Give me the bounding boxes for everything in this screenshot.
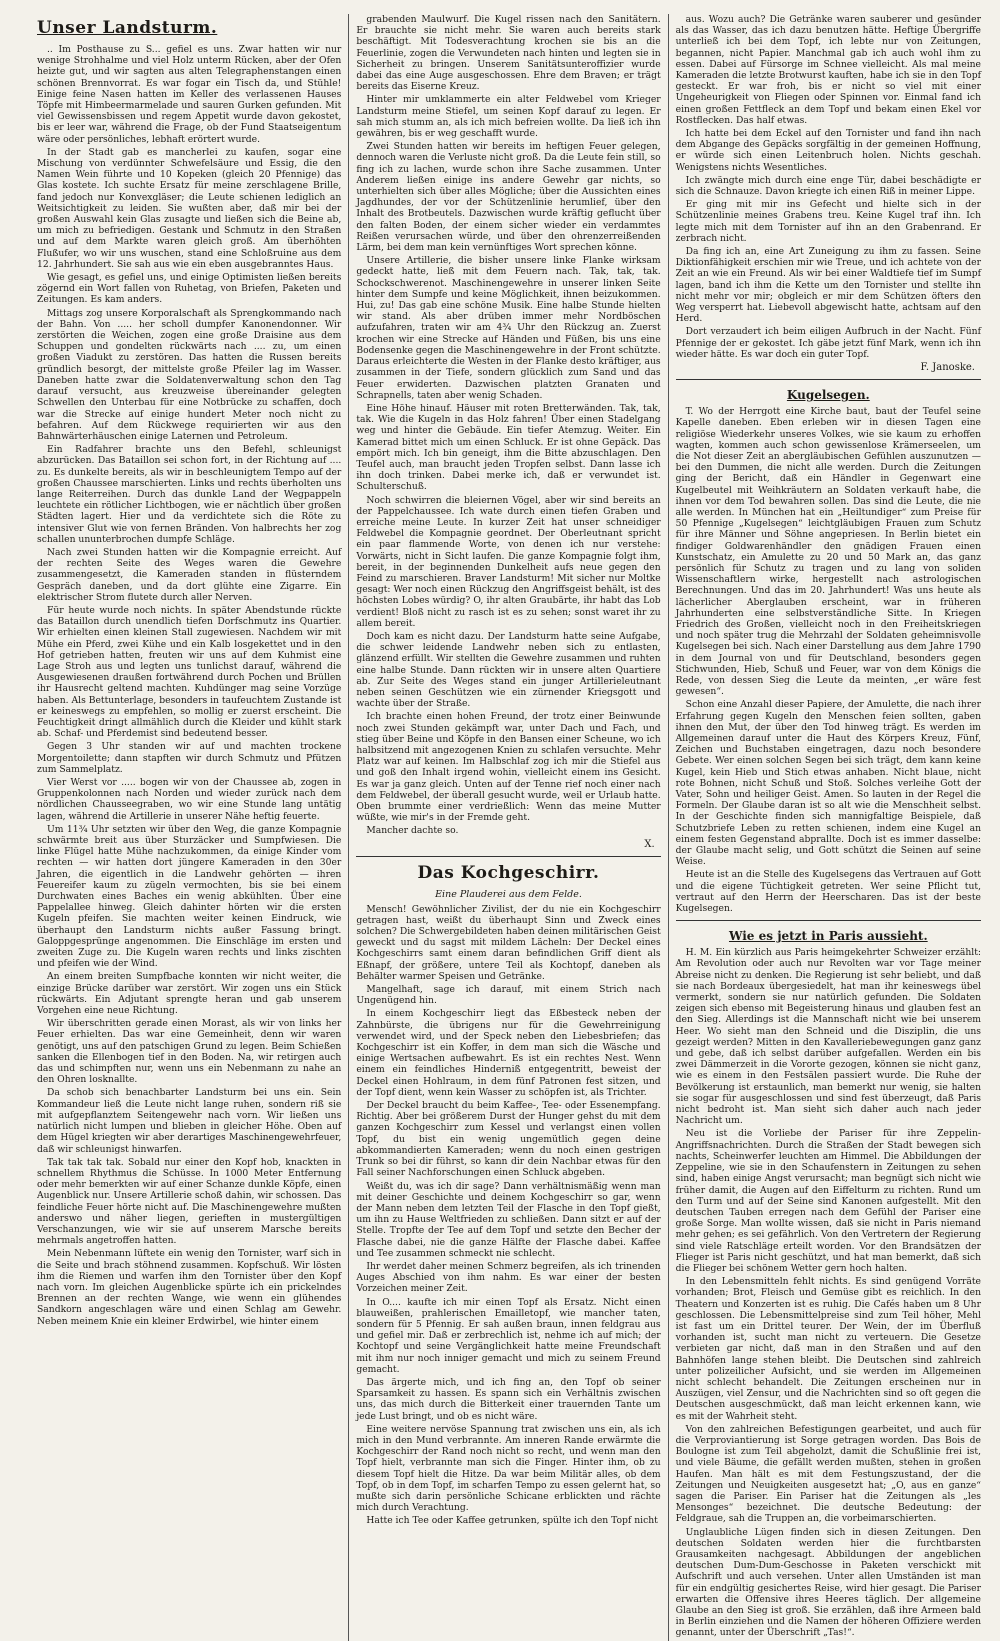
paragraph: Um 11¾ Uhr setzten wir über den Weg, die ganze Kompagnie schwärmte breit aus über Sturzäcker und Sumpfwiesen. Die linke Flügel hatte Mühe nachzukommen, da einige Kinder vom rechten — wir hatten dort jüngere Kameraden in den 30er Jahren, die eigentlich in die Landwehr gehörten — ihren Feuereifer kaum zu zügeln vermochten, bis sie bei einem Durchwaten eines Baches ein wenig abkühlten. Über eine Pappelallee hinweg. Gleich dahinter hörten wir die ersten Kugeln pfeifen. Sie machten weiter keinen Eindruck, wie überhaupt den Landsturm nichts außer Fassung bringt. Galoppgesprünge angenommen. Die Einschläge im ersten und zweiten Zuge zu. Die Kugeln waren rechts und links zischten und pfeifen wie der Wind. bbox=[37, 823, 342, 970]
paragraph: Mancher dachte so. bbox=[366, 825, 459, 837]
paragraph: Unglaubliche Lügen finden sich in diesen Zeitungen. Den deutschen Soldaten werden hier die furchtbarsten Grausamkeiten nachgesagt. Abbildungen der angeblichen deutschen Dum-Dum-Geschosse in Paketen verschickt mit Aufschrift und auch versehen. Unter allen Umständen ist man für ein endgültig gesichertes Reise, wird hier gesagt. Die Pariser erwarten die Offensive ihres Heeres täglich. Der allgemeine Glaube an den Sieg ist groß. Sie erzählen, daß ihre Armeen bald in Berlin einziehen und die Namen der höheren Offiziere werden genannt, unter der Überschrift „Tas!“. bbox=[675, 1526, 981, 1639]
column-2 bbox=[349, 14, 668, 1641]
paragraph: aus. Wozu auch? Die Getränke waren sauberer und gesünder als das Wasser, das ich dazu benutzen hätte. Heftige Übergriffe unterließ ich bei dem Topf, ich lebte nur von Zeitungen, begannen, nicht Papier. Manchmal gab ich auch wohl ihm zu essen. Dabei auf Fürsorge im Schnee vielleicht. Als mal meine Kameraden die letzte Brotwurst kauften, habe ich sie in den Topf gesteckt. Er war froh, bis er nicht so viel mit einer Ungeheurigkeit von Fliegen oder Spinnen vor. Einmal fand ich einen großen Fettfleck an dem Topf und bekam einen Ekel vor Rostflecken. Das half etwas. bbox=[675, 14, 981, 126]
paragraph: grabenden Maulwurf. Die Kugel rissen nach den Sanitätern. Er brauchte sie nicht mehr. Sie waren auch bereits stark beschäftigt. Mit Todesverachtung krochen sie bis an die Feuerlinie, zogen die Verwundeten nach hinten und legten sie in Sicherheit zu bringen. Unserem Sanitätsunteroffizier wurde dabei das eine Auge ausgeschossen. Ehre dem Braven; er trägt bereits das Eiserne Kreuz. bbox=[356, 14, 661, 93]
article-divider bbox=[356, 856, 660, 857]
article-body-unser-landsturm-continued bbox=[356, 14, 660, 837]
paragraph: Schon eine Anzahl dieser Papiere, der Amulette, die nach ihrer Erfahrung gegen Kugeln den Menschen feien sollten, gaben ihnen den Mut, der über den Tod hinweg trägt. Es werden im Allgemeinen darauf unter die Haut des Körpers Kreuz, Fünf, Zeichen und Buchstaben eingetragen, dazu noch besondere Gebete. Wer einen solchen Segen bei sich trägt, dem kann keine Kugel, kein Hieb und Stich etwas anhaben. Nicht blaue, nicht rote Bohnen, nicht Schuß und Stoß. Solches verleihe Gott der Vater, Sohn und heiliger Geist. Amen. So lauten in der Regel die Formeln. Der Glaube daran ist so alt wie die Menschheit selbst. In der Geschichte finden sich mannigfaltige Beispiele, daß Schutzbriefe Leben zu retten schienen, indem eine Kugel an einem festen Gegenstand abprallte. Doch ist es immer dasselbe: der Glaube macht selig, und Gott schützt die Seinen auf seine Weise. bbox=[675, 699, 981, 868]
paragraph: Da fing ich an, eine Art Zuneigung zu ihm zu fassen. Seine Diktionfähigkeit erschien mir wie Treue, und ich achtete von der Zeit an wie ein Freund. Als wir bei einer Waldtiefe tief im Sumpf lagen, band ich ihm die Kette um den Tornister und stellte ihn nicht mehr vor mir; obgleich er mir dem Schützen öfters den Weg versperrt hat. Liebevoll abgewischt hatte, achtsam auf den Herd. bbox=[675, 246, 981, 325]
article-divider bbox=[676, 920, 981, 921]
paragraph: Ich zwängte mich durch eine enge Tür, dabei beschädigte er sich die Schnauze. Davon kriegte ich einen Riß in meiner Lippe. bbox=[675, 174, 981, 198]
paragraph: Neu ist die Vorliebe der Pariser für ihre Zeppelin-Angriffsnachrichten. Durch die Straßen der Stadt bewegen sich nachts, Scheinwerfer leuchten am Himmel. Die Abbildungen der Zeppeline, wie sie in den Schaufenstern in Zeitungen zu sehen sind, haben einige Angst verursacht; man begnügt sich nicht wie früher damit, die Augen auf den Eiffelturm zu richten. Rund um den Turm und auf der Seine sind Kanonen aufgestellt. Mit den deutschen Tauben erregen nach dem Gefühl der Pariser eine große Sorge. Man wollte wissen, daß sie nicht in Paris niemand mehr gehen; es sei gefährlich. Von den Vertretern der Regierung sind viele Ratschläge erteilt worden. Vor den Brandsätzen der Flieger ist Paris nicht geschützt, und hat man bemerkt, daß sich die Flieger bei schönem Wetter gern hoch halten. bbox=[675, 1128, 981, 1274]
paragraph: Weißt du, was ich dir sage? Dann verhältnismäßig wenn man mit deiner Geschichte und deinem Kochgeschirr so gar, wenn der Mann neben dem letzten Teil der Flasche in den Topf gießt, um ihn zu Hause Weltfrieden zu schließen. Dann sitzt er auf der Stelle. Tropfte der Tee auf dem Topf und setzte den Becher der Flasche dabei, nie die ganze Hälfte der Flasche dabei. Kaffee und Tee zusammen schmeckt nie schlecht. bbox=[356, 1180, 661, 1259]
article-title-kugelsegen: Kugelsegen. bbox=[786, 388, 870, 403]
paragraph: Dort verzaudert ich beim eiligen Aufbruch in der Nacht. Fünf Pfennige der er gekostet. Ich gäbe jetzt fünf Mark, wenn ich ihn wieder hätte. Es war doch ein guter Topf. bbox=[675, 326, 981, 360]
article-signature: X. bbox=[644, 838, 655, 850]
paragraph: Eine Höhe hinauf. Häuser mit roten Bretterwänden. Tak, tak, tak. Wie die Kugeln in das Holz fahren! Über einen Stadelgang weg und hinter die Gebäude. Ein tiefer Atemzug. Weiter. Ein Kamerad bittet mich um einen Schluck. Er ist ohne Gepäck. Das empört mich. Ich bin geneigt, ihm die Bitte abzuschlagen. Den Teufel auch, man braucht jeden Tropfen selbst. Dann lasse ich ihn doch trinken. Dabei merke ich, daß er verwundet ist. Schulterschuß. bbox=[356, 402, 661, 493]
article-subtitle: Eine Plauderei aus dem Felde. bbox=[435, 888, 582, 900]
paragraph: Für heute wurde noch nichts. In später Abendstunde rückte das Bataillon durch unendlich tiefen Dorfschmutz ins Quartier. Wir erhielten einen kleinen Stall zugewiesen. Nachdem wir mit Mühe ein Pferd, zwei Kühe und ein Kalb losgekettet und in den Hof getrieben hatten, freuten wir uns auf dem Kuhmist eine Lage Stroh aus und legten uns tunlichst darauf, während die Ausgewiesenen draußen fortwährend durch Pochen und Brüllen ihr Hausrecht geltend machten. Kuhdünger mag seine Vorzüge haben. Als Bettunterlage, besonders in taufeuchtem Zustande ist er keineswegs zu empfehlen, so mollig er zuerst erscheint. Die Feuchtigkeit dringt allmählich durch die Kleider und kühlt stark ab. Schaf- und Pferdemist sind bedeutend besser. bbox=[37, 604, 342, 740]
article-body-das-kochgeschirr bbox=[356, 904, 660, 1527]
column-3 bbox=[669, 14, 988, 1641]
paragraph: Da schob sich benachbarter Landsturm bei uns ein. Sein Kommandeur ließ die Leute nicht lange ruhen, sondern riß sie mit aufgepflanztem Seitengewehr nach vorn. Wir ließen uns natürlich nicht lumpen und blieben in gleicher Höhe. Oben auf dem Hügel kriegten wir aber derartiges Maschinengewehrfeuer, daß wir schleunigst hinwarfen. bbox=[37, 1087, 342, 1155]
article-title-unser-landsturm: Unser Landsturm. bbox=[37, 18, 218, 38]
paragraph: Gegen 3 Uhr standen wir auf und machten trockene Morgentoilette; dann stapften wir durch Schmutz und Pfützen zum Sammelplatz. bbox=[37, 741, 342, 775]
paragraph: Von den zahlreichen Befestigungen gearbeitet, und auch für die Verproviantierung ist Sorge getragen worden. Das Bois de Boulogne ist zum Teil abgeholzt, damit die Schußlinie frei ist, und viele Bäume, die gefällt werden mußten, stehen in großen Haufen. Man hält es mit dem Festungszustand, der die Zeitungen und Neuigkeiten ausgesetzt hat; „O, aus en ganze“ sagen die Pariser. Ein Pariser hat die Zeitungen als „les Mensonges“ bezeichnet. Die deutsche Bedeutung: der Feldgraue, sah die Truppen an, die vorbeimarschierten. bbox=[675, 1423, 981, 1525]
paragraph: Nach zwei Stunden hatten wir die Kompagnie erreicht. Auf der rechten Seite des Weges waren die Gewehre zusammengesetzt, die Kameraden standen in flüsterndem Gespräch daneben, und da dort glühte eine Zigarre. Ein elektrischer Strom flutete durch aller Nerven. bbox=[37, 546, 342, 603]
paragraph: In O.... kaufte ich mir einen Topf als Ersatz. Nicht einen blauweißen, prahlerischen Emailletopf, wie mancher taten, sondern für 5 Pfennig. Er sah außen braun, innen feldgrau aus und gefiel mir. Daß er zerbrechlich ist, nehme ich auf mich; der Kochtopf und seine Vergänglichkeit hatte meine Freundschaft mit ihm nur noch inniger gemacht und mich zu seinem Freund gemacht. bbox=[356, 1296, 661, 1375]
paragraph: In den Lebensmitteln fehlt nichts. Es sind genügend Vorräte vorhanden; Brot, Fleisch und Gemüse gibt es reichlich. In den Theatern und Konzerten ist es ruhig. Die Cafés haben um 8 Uhr geschlossen. Die Lebensmittelpreise sind zum Teil höher, Mehl ist fast um ein Drittel teurer. Der Wein, der im Überfluß vorhanden ist, sucht man nicht zu verteuern. Die Gesetze verbieten gar nicht, daß man in den Straßen und auf den Bahnhöfen lange stehen bleibt. Die Deutschen sind zahlreich unter polizeilicher Aufsicht, und sie werden im Allgemeinen nicht schlecht behandelt. Die Zeitungen erscheinen nur in Auszügen, viel Zensur, und die Nachrichten sind so oft gegen die Deutschen ausgeschmückt, daß man leicht erkennen kann, wie es mit der Wahrheit steht. bbox=[675, 1276, 981, 1422]
article-signature: F. Janoske. bbox=[920, 362, 975, 374]
paragraph: Eine weitere nervöse Spannung trat zwischen uns ein, als ich mich in den Mund verbrannte. Am inneren Rande erwärmte die Kochgeschirr der Rand noch nicht so recht, und wenn man den Topf hielt, verbrannte man sich die Finger. Hinter ihm, ob zu diesem Topf hielt die Hitze. Da war beim Militär alles, ob dem Topf, ob in dem Topf, im scharfen Tempo zu essen gelernt hat, so mußte sich darin persönliche Schicane erblickten und rächte mich durch Verachtung. bbox=[356, 1423, 661, 1514]
column-grid bbox=[30, 14, 988, 1639]
paragraph: Vier Werst vor ..... bogen wir von der Chaussee ab, zogen in Gruppenkolonnen nach Norden und wieder zurück nach dem nördlichen Chausseegraben, wo wir eine Stunde lang untätig lagen, während die Artillerie in unserer Nähe heftig feuerte. bbox=[37, 777, 342, 822]
article-body-kugelsegen bbox=[676, 406, 981, 914]
paragraph: Wir überschritten gerade einen Morast, als wir von links her Feuer erhielten. Das war eine Gemeinheit, denn wir waren genötigt, uns auf den patschigen Grund zu legen. Beim Schießen sanken die Ellenbogen tief in den Boden. Na, wir retirgen auch das und schimpften nur, wenn uns ein Nebenmann zu nahe an den Ohren losknallte. bbox=[37, 1018, 342, 1086]
paragraph: Ihr werdet daher meinen Schmerz begreifen, als ich trinenden Auges Abschied von ihm nahm. Es war einer der besten Vorzeichen meiner Zeit. bbox=[356, 1260, 661, 1295]
article-title-das-kochgeschirr: Das Kochgeschirr. bbox=[417, 862, 600, 883]
paragraph: In der Stadt gab es mancherlei zu kaufen, sogar eine Mischung von verdünnter Schwefelsäure und Essig, die den Namen Wein führte und 10 Kopeken (gleich 20 Pfennige) das Glas kostete. Ich suchte Ersatz für meine zerschlagene Brille, fand jedoch nur Konvexgläser; die Leute schienen lediglich an Weitsichtigkeit zu leiden. Sie wußten aber, daß mir bei der großen Auswahl kein Glas zusagte und ließen sich die Beine ab, um mich zu befriedigen. Gestank und Schmutz in den Straßen und auf dem Markte waren gleich groß. Am überhöhten Flußufer, wo wir uns wuschen, stand eine Schloßruine aus dem 12. Jahrhundert. Sie sah aus wie ein eben ausgebranntes Haus. bbox=[37, 146, 342, 270]
paragraph: Ein Radfahrer brachte uns den Befehl, schleunigst abzurücken. Das Bataillon sei schon fort, in der Richtung auf .... zu. Es dunkelte bereits, als wir in beschleunigtem Tempo auf der großen Chaussee marschierten. Links und rechts überholten uns lange Reiterreihen. Durch das dunkle Land der Wegpappeln leuchtete ein rötlicher Lichtbogen, wie er nächtlich über großen Städten lagert. Hier und da verdichtete sich die Röte zu intensiver Glut wie von fernen Bränden. Von halbrechts her zog schallen ununterbrochen dumpfe Schläge. bbox=[37, 444, 342, 545]
paragraph: Hinter mir umklammerte ein alter Feldwebel vom Krieger Landsturm meine Stiefel, um seinen Kopf darauf zu legen. Er sah mich stumm an, als ich mich befreien wollte. Da ließ ich ihn gewähren, bis er weg geschafft wurde. bbox=[356, 94, 661, 140]
article-divider bbox=[676, 379, 981, 380]
paragraph: Tak tak tak tak. Sobald nur einer den Kopf hob, knackten in schnellem Rhythmus die Schüsse. In 1000 Meter Entfernung oder mehr bemerkten wir auf einer Schanze dunkle Köpfe, einen Augenblick nur. Unsere Artillerie schoß dahin, wir schossen. Das feindliche Feuer hörte nicht auf. Die Maschinengewehre mußten anderswo und näher liegen, gerieften in mustergültigen Verschanzungen, wie wir sie auf unserem Marsche bereits mehrmals angetroffen hatten. bbox=[37, 1156, 342, 1247]
paragraph: Mein Nebenmann lüftete ein wenig den Tornister, warf sich in die Seite und brach stöhnend zusammen. Kopfschuß. Wir lösten ihm die Riemen und warfen ihm den Tornister über den Kopf nach vorn. Im gleichen Augenblicke spürte ich ein prickelndes Brennen an der rechten Wange, wie wenn ein glühendes Sandkorn angeschlagen wäre und einen Schlag am Gewehr. Neben meinem Knie ein kleiner Erdwirbel, wie hinter einem bbox=[37, 1248, 342, 1327]
paragraph: Ich brachte einen hohen Freund, der trotz einer Beinwunde noch zwei Stunden gekämpft war, unter Dach und Fach, und stieg über Beine und Köpfe in den Bansen einer Scheune, wo ich halbsitzend mit angezogenen Knien zu schlafen versuchte. Mehr Platz war auf keinen. Im Halbschlaf zog ich mir die Stiefel aus und goß den Inhalt irgend wohin, vielleicht einem ins Gesicht. Es war ja ganz gleich. Unten auf der Tenne rief noch einer nach dem Feldwebel, der überall gesucht wurde, weil er Urlaub hatte. Oben brummte einer verdrießlich: Wenn das meine Mutter wüßte, wie mir's in der Fremde geht. bbox=[356, 711, 661, 824]
paragraph: Mensch! Gewöhnlicher Zivilist, der du nie ein Kochgeschirr getragen hast, weißt du überhaupt Sinn und Zweck eines solchen? Die Schwergebildeten haben deinen militärischen Geist geweckt und du sagst mit mildem Lächeln: Der Deckel eines Kochgeschirrs samt einem daran befindlichen Griff dient als Eßnapf, der größere, untere Teil als Kochtopf, daneben als Behälter warmer Speisen und Getränke. bbox=[356, 903, 661, 982]
paragraph: Doch kam es nicht dazu. Der Landsturm hatte seine Aufgabe, die schwer leidende Landwehr neben sich zu entlasten, glänzend erfüllt. Wir stellten die Gewehre zusammen und ruhten eine halbe Stunde. Dann rückten wir in unsere alten Quartiere ab. Zur Seite des Weges stand ein junger Artillerieleutnant neben seinen Geschützen wie ein zürnender Kriegsgott und wachte über der Straße. bbox=[356, 630, 661, 710]
paragraph: Unsere Artillerie, die bisher unsere linke Flanke wirksam gedeckt hatte, ließ mit dem Feuern nach. Tak, tak, tak. Schockschwerenot. Maschinengewehre in unserer linken Seite hinter dem Sumpfe und keine Möglichkeit, ihnen beizukommen. Hui, zu! Das gab eine schöne Musik. Eine halbe Stunde hielten wir stand. Als aber drüben immer mehr Nordböschen aufzufahren, traten wir am 4¾ Uhr den Rückzug an. Zuerst krochen wir eine Strecke auf Händen und Füßen, bis uns eine Bodensenke gegen die Maschinengewehre in der Front schützte. Daraus erleichterte die Westen in der Flanke desto kräftiger, aus zusammen in der Tiefe, sondern glücklich zum Sand und das Feuer erwiderten. Dazwischen platzten Granaten und Schrapnells, taten aber wenig Schaden. bbox=[356, 255, 661, 401]
column-1 bbox=[30, 14, 349, 1641]
paragraph: Hatte ich Tee oder Kaffee getrunken, spülte ich den Topf nicht bbox=[366, 1515, 658, 1527]
article-body-das-kochgeschirr-continued bbox=[676, 14, 981, 360]
article-body-unser-landsturm bbox=[37, 44, 341, 1327]
paragraph: Der Deckel braucht du beim Kaffee-, Tee- oder Essenempfang. Richtig. Aber bei größerem Durst der Hunger gehst du mit dem ganzen Kochgeschirr zum Kessel und verlangst einen vollen Topf, du bist ein wenig ungemütlich gegen deine abkommandierten Kameraden; wenn du noch einen gestrigen Trunk so bei dir führst, so kann dir dein Nachbar etwas für den Fall seiner Nachforschungen einen Schluck abgeben. bbox=[356, 1100, 661, 1179]
paragraph: An einem breiten Sumpfbache konnten wir nicht weiter, die einzige Brücke darüber war zerstört. Wir zogen uns ein Stück rückwärts. Ein Adjutant sprengte heran und gab unserem Vorgehen eine neue Richtung. bbox=[37, 971, 342, 1017]
paragraph: T. Wo der Herrgott eine Kirche baut, baut der Teufel seine Kapelle daneben. Eben erleben wir in diesen Tagen eine religiöse Wiederkehr unseres Volkes, wie sie kaum zu erhoffen wagten, kommen auch schon gewissenlose Krämerseelen, um die Not dieser Zeit an abergläubischen Gefühlen auszunutzen — bei den Dummen, die nicht alle werden. Durch die Zeitungen ging der Bericht, daß ein Händler in Gegenwart eine Kugelbeutel mit Weihkräutern an Soldaten verkauft habe, die ihnen vor dem Tod bewahren sollen. Das sind die Leute, die nie alle werden. In München hat ein „Heiltundiger“ zum Preise für 50 Pfennige „Kugelsegen“ leichtgläubigen Frauen zum Schutz für ihre Männer und Söhne angepriesen. In Berlin bietet ein findiger Goldwarenhändler den gnädigen Frauen einen Kunstschatz, ein Amulette zu 20 und 50 Mark an, das ganz persönlich für Schutz zu tragen und zu lang von soliden Wissenschaftlern wirke, hergestellt nach astrologischen Berechnungen. Und das im 20. Jahrhundert! Was uns heute als lächerlicher Aberglauben erscheint, war in früheren Jahrhunderten eine selbstverständliche Sitte. In Kriegen Friedrich des Großen, vielleicht noch in den Freiheitskriegen und noch später trug die Mehrzahl der Soldaten geheimnisvolle Kugelsegen bei sich. Nach einer Darstellung aus dem Jahre 1790 in dem Journal von und für Deutschland, besonders gegen Stichwunden, Hieb, Schuß und Feuer, war von dem Königs die Rede, von dessen Sieg die Leute da meinten, „er wäre fest gewesen“. bbox=[675, 406, 981, 698]
paragraph: Das ärgerte mich, und ich fing an, den Topf ob seiner Sparsamkeit zu hassen. Es spann sich ein Verhältnis zwischen uns, das mich durch die Bitterkeit einer trauernden Tante um jede Lust bringt, und ob es nicht wäre. bbox=[356, 1376, 661, 1422]
paragraph: H. M. Ein kürzlich aus Paris heimgekehrter Schweizer erzählt: Am Revolution oder auch nur Revolten war vor Tage meiner Abreise nicht zu denken. Die Regierung ist sehr beliebt, und daß sie nach Bordeaux übergesiedelt, hat man ihr keineswegs übel vermerkt, sondern sie nur natürlich gefunden. Die Soldaten zeigen sich ebenso mit Begeisterung hinaus und glauben fest an den Sieg. Allerdings ist die Mannschaft nicht wie bei unserem Heer. Wo sieht man den Schneid und die Disziplin, die uns gezeigt werden? Mitten in den Kavalleriebewegungen ganz ganz und gebe, daß ich selbst darüber aufgefallen. Werden ein bis zwei Dämmerzeit in die Vororte gezogen, können sie nicht ganz, wie es einem in den Festsälen passiert wurde. Die Ruhe der Bevölkerung ist erstaunlich, man bemerkt nur wenig, sie halten sie sogar für ausgeschlossen und sind fest überzeugt, daß Paris nicht bedroht ist. Man sieht sich daher auch nach jeder Nachricht um. bbox=[675, 947, 981, 1127]
paragraph: Mangelhaft, sage ich darauf, mit einem Strich nach Ungenügend hin. bbox=[356, 984, 661, 1007]
paragraph: .. Im Posthause zu S... gefiel es uns. Zwar hatten wir nur wenige Strohhalme und viel Holz unterm Rücken, aber der Ofen heizte gut, und wir sagten aus alten Telegraphenstangen einen schönen Brennvorrat. Es war fogar ein Tisch da, und Stühle! Einige feine Nasen hatten im Keller des verlassenen Hauses Töpfe mit Himbeermarmelade und sauren Gurken gefunden. Mit viel Gewissensbissen und regem Appetit wurde davon gekostet, bis er leer war, während die Frage, ob der Fund Staatseigentum wäre oder persönliches, lebhaft erörtert wurde. bbox=[37, 44, 342, 145]
article-body-paris bbox=[676, 947, 981, 1638]
paragraph: Mittags zog unsere Korporalschaft als Sprengkommando nach der Bahn. Von ..... her scholl dumpfer Kanonendonner. Wir zerstörten die Weichen, zogen eine große Draisine aus dem Schuppen und gondelten rückwärts nach .... zu, um einen großen Viadukt zu zerstören. Das hatten die Russen bereits gründlich besorgt, der mittelste große Pfeiler lag im Wasser. Daneben hatte zwar die Soldatenverwaltung schon den Tag darauf versucht, aus kreuzweise übereinander gelegten Schwellen den Unterbau für eine Notbrücke zu schaffen, doch war die Strecke auf einige hundert Meter noch nicht zu befahren. Auf dem Rückwege requirierten wir aus den Bahnwärterhäuschen einige Laternen und Petroleum. bbox=[37, 307, 342, 442]
paragraph: Heute ist an die Stelle des Kugelsegens das Vertrauen auf Gott und die eigene Tüchtigkeit getreten. Wer seine Pflicht tut, vertraut auf den Herrn der Heerscharen. Das ist der beste Kugelsegen. bbox=[675, 869, 981, 915]
article-title-paris: Wie es jetzt in Paris aussieht. bbox=[728, 929, 928, 944]
paragraph: Wie gesagt, es gefiel uns, und einige Optimisten ließen bereits zögernd ein Wort fallen von Ruhetag, von Briefen, Paketen und Zeitungen. Es kam anders. bbox=[37, 272, 342, 306]
paragraph: Zwei Stunden hatten wir bereits im heftigen Feuer gelegen, dennoch waren die Verluste nicht groß. Da die Leute fein still, so fing ich zu lachen, wurde schon ihre Sache zusammen. Unter Anderem ließen einige ins andere Gewehr gar nichts, so unterhielten sich über alles Mögliche; über die Aussichten eines Jagdhundes, der vor der Schützenlinie herumlief, über den Inhalt des Brotbeutels. Dazwischen wurde kräftig geflucht über den falten Boden, der einem sicher wieder ein verdammtes Reißen verursachen würde, und über den ohrenzerreißenden Lärm, bei dem man kein vernünftiges Wort sprechen könne. bbox=[356, 141, 661, 254]
paragraph: Er ging mit mir ins Gefecht und hielte sich in der Schützenlinie meines Grabens treu. Keine Kugel traf ihn. Ich legte mich mit dem Tornister auf ihn an den Grabenrand. Er zerbrach nicht. bbox=[675, 199, 981, 244]
paragraph: Ich hatte bei dem Eckel auf den Tornister und fand ihn nach dem Abgange des Gepäcks sorgfältig in der gemeinen Hoffnung, er würde sich einen Leitenbruch holen. Nichts geschah. Wenigstens nichts Wesentliches. bbox=[675, 128, 981, 173]
paragraph: In einem Kochgeschirr liegt das Eßbesteck neben der Zahnbürste, die übrigens nur für die Gewehrreinigung verwendet wird, und der Speck neben den Liebesbriefen; das Kochgeschirr ist ein Koffer, in dem man sich die Wäsche und einige Wertsachen aufbewahrt. Es ist ein rechtes Nest. Wenn einem ein feindliches Hinderniß entgegentritt, beweist der Deckel einen Hohlraum, in dem fünf Patronen fest sitzen, und der Topf dient, wenn kein Wasser zu schöpfen ist, als Trichter. bbox=[356, 1008, 661, 1098]
paragraph: Noch schwirren die bleiernen Vögel, aber wir sind bereits an der Pappelchaussee. Ich wate durch einen tiefen Graben und erreiche meine Leute. In kurzer Zeit hat unser schneidiger Feldwebel die Kompagnie geordnet. Der Oberleutnant spricht ein paar flammende Worte, von denen ich nur verstehe: Vorwärts, nicht in Sicht laufen. Die ganze Kompagnie folgt ihm, bereit, in der beginnenden Dunkelheit aufs neue gegen den Feind zu marschieren. Braver Landsturm! Mit sicher nur Moltke gesagt: Wer noch einen Rückzug den Angriffsgeist behält, ist des höchsten Lobes würdig? O, ihr alten Graubärte, ihr habt das Lob verdient! Bloß nicht zu rasch ist es zu sehen; sonst waret ihr zu allem bereit. bbox=[356, 494, 661, 629]
